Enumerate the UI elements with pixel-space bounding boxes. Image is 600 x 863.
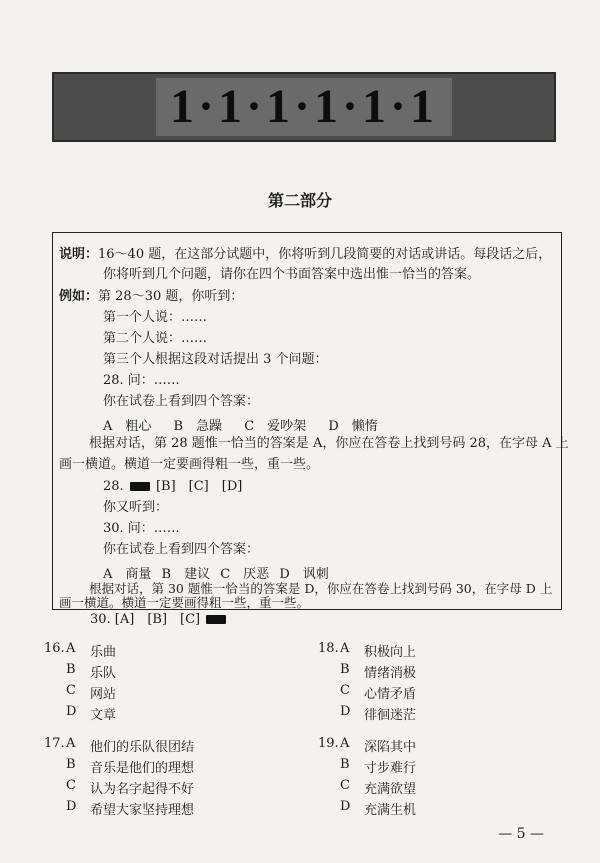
option-text: 希望大家坚持理想 (90, 803, 195, 818)
option-letter: B (66, 662, 76, 677)
q30-option-a: A 商量 (103, 567, 152, 582)
example-line: 例如：第 28～30 题，你听到： (59, 289, 244, 304)
option-text: 音乐是他们的理想 (90, 761, 195, 776)
q28-option-a: A 粗心 (103, 419, 152, 434)
speaker-1: 第一个人说：…… (103, 310, 208, 325)
option-letter: A (66, 641, 76, 656)
option-letter: C (66, 778, 76, 793)
explain30-line-2: 画一横道。横道一定要画得粗一些，重一些。 (59, 595, 310, 610)
page-number: — 5 — (498, 826, 544, 842)
q28-option-d: D 懒惰 (328, 419, 378, 434)
option-text: 乐曲 (90, 645, 117, 660)
q30-option-b: B 建议 (161, 567, 211, 582)
filled-bubble-a (130, 482, 150, 491)
header-banner (52, 72, 556, 142)
section-title: 第二部分 (267, 191, 332, 210)
question-number: 19. (318, 736, 339, 751)
explain30-line-1: 根据对话，第 30 题惟一恰当的答案是 D，你应在答卷上找到号码 30，在字母 D 上 (89, 581, 553, 596)
q30-option-d: D 讽刺 (279, 567, 329, 582)
option-letter: A (340, 736, 350, 751)
see-four-2: 你在试卷上看到四个答案： (103, 542, 260, 557)
option-letter: D (66, 704, 77, 719)
question-number: 16. (44, 641, 65, 656)
you-hear: 你又听到： (103, 500, 169, 515)
option-letter: B (340, 662, 350, 677)
q30-prompt: 30. 问：…… (103, 521, 180, 536)
note-line-1: 说明：16～40 题，在这部分试题中，你将听到几段简要的对话或讲话。每段话之后， (59, 247, 552, 262)
option-text: 深陷其中 (364, 740, 417, 755)
question-number: 18. (318, 641, 339, 656)
option-letter: C (340, 778, 350, 793)
q30-options (103, 563, 329, 582)
explain28-line-1: 根据对话，第 28 题惟一恰当的答案是 A，你应在答卷上找到号码 28，在字母 A 上 (89, 436, 569, 451)
option-text: 文章 (90, 708, 117, 723)
option-text: 他们的乐队很团结 (90, 740, 195, 755)
option-letter: D (66, 799, 77, 814)
option-letter: C (66, 683, 76, 698)
question-number: 17. (44, 736, 65, 751)
option-letter: C (340, 683, 350, 698)
option-text: 寸步难行 (364, 761, 417, 776)
q30-option-c: C 厌恶 (220, 567, 270, 582)
option-text: 徘徊迷茫 (364, 708, 417, 723)
option-letter: A (66, 736, 76, 751)
option-text: 情绪消极 (364, 666, 417, 681)
q28-options (103, 415, 378, 434)
note-line-2: 你将听到几个问题，请你在四个书面答案中选出惟一恰当的答案。 (103, 267, 481, 282)
option-text: 心情矛盾 (364, 687, 417, 702)
option-text: 积极向上 (364, 645, 417, 660)
q28-option-b: B 急躁 (173, 419, 223, 434)
speaker-2: 第二个人说：…… (103, 331, 208, 346)
option-text: 网站 (90, 687, 117, 702)
banner-title: 1·1·1·1·1·1 (156, 78, 452, 136)
option-letter: D (340, 799, 351, 814)
speaker-3: 第三个人根据这段对话提出 3 个问题： (103, 352, 328, 367)
instructions-box (52, 232, 569, 610)
filled-bubble-d (206, 615, 226, 624)
option-text: 充满生机 (364, 803, 417, 818)
q28-prompt: 28. 问：…… (103, 373, 180, 388)
answer-mark-30: 30. [A] [B] [C] (90, 612, 228, 628)
option-letter: B (340, 757, 350, 772)
option-text: 认为名字起得不好 (90, 782, 195, 797)
option-text: 充满欲望 (364, 782, 417, 797)
q28-option-c: C 爱吵架 (244, 419, 307, 434)
option-text: 乐队 (90, 666, 117, 681)
answer-mark-28: 28. [B] [C] [D] (103, 479, 243, 494)
explain28-line-2: 画一横道。横道一定要画得粗一些，重一些。 (59, 457, 320, 472)
option-letter: B (66, 757, 76, 772)
see-four-1: 你在试卷上看到四个答案： (103, 394, 260, 409)
option-letter: D (340, 704, 351, 719)
option-letter: A (340, 641, 350, 656)
